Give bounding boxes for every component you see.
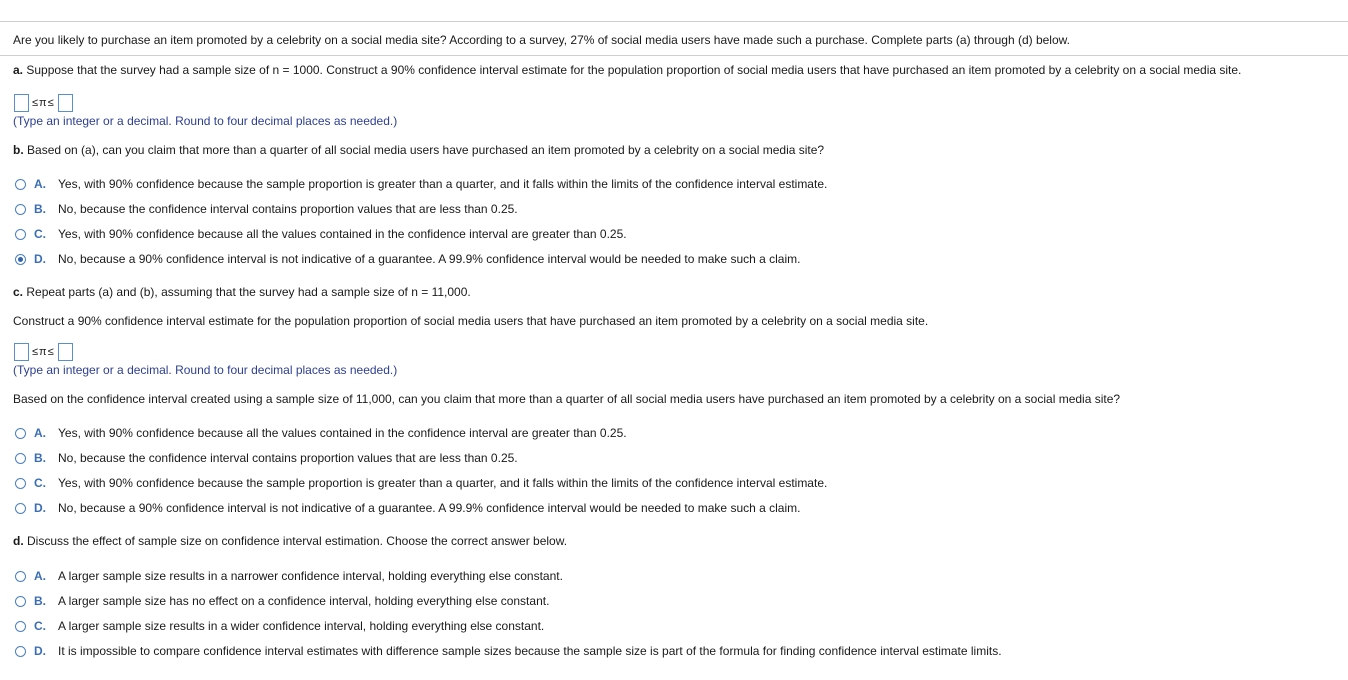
part-b-text: Based on (a), can you claim that more than a quarter of all social media users have purchased an item promoted by a celebrity on a social media site? <box>27 143 825 157</box>
option-letter: B. <box>34 202 46 216</box>
part-c-option-c[interactable] <box>15 475 827 491</box>
part-b-radio-d-selected[interactable] <box>15 254 26 265</box>
option-letter: C. <box>34 227 46 241</box>
part-a-lower-bound-input[interactable] <box>14 94 29 112</box>
option-letter: A. <box>34 569 46 583</box>
part-a-label: a. <box>13 63 24 77</box>
top-divider <box>0 21 1348 22</box>
part-c-radio-d[interactable] <box>15 503 26 514</box>
option-text: It is impossible to compare confidence interval estimates with difference sample sizes because the sample size is part of the formula for finding confidence interval estimate limits. <box>58 644 1002 658</box>
part-d-radio-c[interactable] <box>15 621 26 632</box>
part-a-ci-inputs <box>14 93 73 113</box>
part-c-construct-text: Construct a 90% confidence interval estimate for the population proportion of social media users that have purchased an item promoted by a celebrity on a social media site. <box>13 314 929 328</box>
option-text: No, because a 90% confidence interval is not indicative of a guarantee. A 99.9% confidence interval would be needed to make such a claim. <box>58 501 801 515</box>
part-d-option-b[interactable] <box>15 593 549 609</box>
part-c-lower-bound-input[interactable] <box>14 343 29 361</box>
part-a-ci-symbol: ≤π≤ <box>32 97 55 109</box>
part-b-option-a[interactable] <box>15 176 827 192</box>
part-c-ci-symbol: ≤π≤ <box>32 346 55 358</box>
part-b-prompt <box>13 143 824 157</box>
part-a-prompt <box>13 63 1241 77</box>
option-text: Yes, with 90% confidence because the sample proportion is greater than a quarter, and it falls within the limits of the confidence interval estimate. <box>58 177 828 191</box>
part-d-radio-b[interactable] <box>15 596 26 607</box>
option-letter: C. <box>34 476 46 490</box>
part-c-option-d[interactable] <box>15 500 800 516</box>
part-d-option-a[interactable] <box>15 568 563 584</box>
part-c-radio-b[interactable] <box>15 453 26 464</box>
option-text: A larger sample size results in a narrower confidence interval, holding everything else constant. <box>58 569 563 583</box>
part-d-label: d. <box>13 534 24 548</box>
part-c-radio-c[interactable] <box>15 478 26 489</box>
part-c-option-b[interactable] <box>15 450 518 466</box>
part-a-upper-bound-input[interactable] <box>58 94 73 112</box>
part-d-option-d[interactable] <box>15 643 1002 659</box>
option-text: Yes, with 90% confidence because all the values contained in the confidence interval are greater than 0.25. <box>58 227 627 241</box>
part-b-radio-b[interactable] <box>15 204 26 215</box>
option-text: A larger sample size results in a wider confidence interval, holding everything else constant. <box>58 619 545 633</box>
option-text: A larger sample size has no effect on a confidence interval, holding everything else constant. <box>58 594 550 608</box>
part-b-radio-a[interactable] <box>15 179 26 190</box>
option-letter: D. <box>34 644 46 658</box>
part-c-radio-a[interactable] <box>15 428 26 439</box>
part-c-upper-bound-input[interactable] <box>58 343 73 361</box>
part-a-hint: (Type an integer or a decimal. Round to four decimal places as needed.) <box>13 114 398 128</box>
part-c-label: c. <box>13 285 24 299</box>
option-text: No, because a 90% confidence interval is not indicative of a guarantee. A 99.9% confidence interval would be needed to make such a claim. <box>58 252 801 266</box>
option-letter: A. <box>34 426 46 440</box>
part-d-radio-a[interactable] <box>15 571 26 582</box>
option-letter: D. <box>34 501 46 515</box>
option-text: Yes, with 90% confidence because the sample proportion is greater than a quarter, and it falls within the limits of the confidence interval estimate. <box>58 476 828 490</box>
part-c-text: Repeat parts (a) and (b), assuming that the survey had a sample size of n = 11,000. <box>26 285 471 299</box>
part-c-hint: (Type an integer or a decimal. Round to four decimal places as needed.) <box>13 363 398 377</box>
option-letter: B. <box>34 594 46 608</box>
option-text: Yes, with 90% confidence because all the values contained in the confidence interval are greater than 0.25. <box>58 426 627 440</box>
part-d-radio-d[interactable] <box>15 646 26 657</box>
part-c-question: Based on the confidence interval created using a sample size of 11,000, can you claim that more than a quarter of all social media users have purchased an item promoted by a celebrity on a social media site? <box>13 392 1121 406</box>
part-d-text: Discuss the effect of sample size on confidence interval estimation. Choose the correct answer below. <box>27 534 568 548</box>
option-text: No, because the confidence interval contains proportion values that are less than 0.25. <box>58 202 518 216</box>
part-b-label: b. <box>13 143 24 157</box>
part-b-option-c[interactable] <box>15 226 627 242</box>
option-letter: D. <box>34 252 46 266</box>
option-letter: A. <box>34 177 46 191</box>
part-b-option-b[interactable] <box>15 201 518 217</box>
part-c-ci-inputs <box>14 342 73 362</box>
part-a-text: Suppose that the survey had a sample size of n = 1000. Construct a 90% confidence interval estimate for the population proportion of social media users that have purchased an item promoted by a celebrity on a social media site. <box>26 63 1242 77</box>
part-c-option-a[interactable] <box>15 425 627 441</box>
question-intro: Are you likely to purchase an item promoted by a celebrity on a social media site? According to a survey, 27% of social media users have made such a purchase. Complete parts (a) through (d) below. <box>13 33 1070 47</box>
option-letter: B. <box>34 451 46 465</box>
part-c-prompt <box>13 285 471 299</box>
part-b-radio-c[interactable] <box>15 229 26 240</box>
part-b-option-d[interactable] <box>15 251 800 267</box>
part-d-prompt <box>13 534 567 548</box>
option-letter: C. <box>34 619 46 633</box>
option-text: No, because the confidence interval contains proportion values that are less than 0.25. <box>58 451 518 465</box>
part-d-option-c[interactable] <box>15 618 544 634</box>
intro-divider <box>0 55 1348 56</box>
